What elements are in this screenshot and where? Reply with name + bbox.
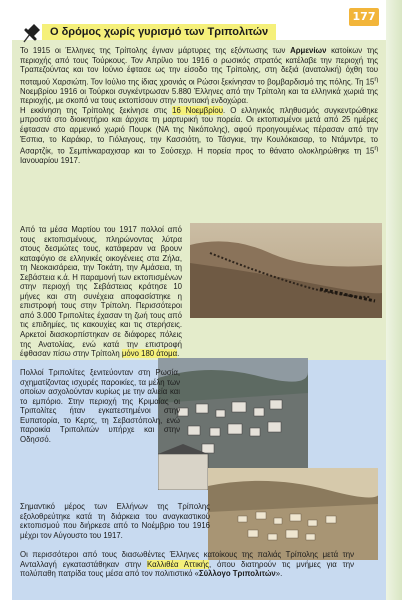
highlighted-date: 16 Νοεμβρίου	[172, 105, 223, 115]
text-run: . Ο ελληνικός πληθυσμός συγκεντρώθηκε μπροστά στο διοικητήριο και άρχισε τη μαρτυρική του πορεία. Οι εκτοπισμένοι μετά από 25 ημέρες έφτασαν στο αρμενικό χωριό Πουρκ (ΝΑ της Νικόπολης), αφού προηγουμένως πέρασαν από την Έσπια, το Καράκιρ, το Γιόλαγους, την Κασσιότη, το Τάσγκιε, την Κουλόκαισαρ, το Ντάμντρε, το Ασαρτζίκ, το Σεμπίνκαραχισαρ και το Σούσεχρ. Η πορεία προς το θάνατο ολοκληρώθηκε τη 15	[20, 105, 378, 156]
paragraph-1	[20, 46, 378, 166]
paragraph-4: Σημαντικό μέρος των Ελλήνων της Τρίπολης εξολοθρεύτηκε κατά τη διάρκεια του αναγκαστικού εκτοπισμού που διήρκεσε από το Νοέμβριο του 1916 μέχρι τον Αύγουστο του 1917.	[20, 502, 210, 540]
section-title: Ο δρόμος χωρίς γυρισμό των Τριπολιτών	[42, 24, 276, 40]
text-run: .	[177, 349, 180, 359]
old-tripoli-photo	[208, 468, 378, 560]
text-run: Το 1915 οι Έλληνες της Τρίπολης έγιναν μάρτυρες της εξόντωσης των	[20, 46, 291, 55]
text-run: , όπου διατηρούν τις μνήμες για την πολύπαθη πατρίδα τους μέσα από τον πολιτιστικό «	[20, 559, 354, 579]
text-run-bold: Σύλλογο Τριπολιτών	[198, 569, 276, 579]
pushpin-icon	[17, 22, 43, 46]
text-run: Η εκκίνηση της Τρίπολης ξεκίνησε στις	[20, 105, 173, 115]
superscript: η	[374, 145, 378, 153]
superscript: η	[374, 75, 378, 83]
highlighted-place: Καλλιθέα Αττικής	[146, 559, 209, 569]
text-run: Από τα μέσα Μαρτίου του 1917 πολλοί από τους εκτοπισμένους, πληρώνοντας λύτρα στους δεσμώτες τους, κατάφεραν να βρουν καταφύγιο σε ελληνικές οικογένειες στα Ζήλα, τη Νεοκαισάρεια, την Τοκάτη, την Αμάσεια, τη Σεβάστεια κ.ά. Η παραμονή των εκτοπισμένων στην περιοχή της Σεβάστειας κράτησε 10 μήνες και στη συνέχεια αποφασίστηκε η επιστροφή τους στην Τρίπολη. Περισσότεροι από 3.000 Τριπολίτες έχασαν τη ζωή τους από τις επιδημίες, τις κακουχίες και τις στερήσεις. Αρκετοί διασκορπίστηκαν σε διάφορες πόλεις της Ανατολίας, ενώ κατά την επιστροφή έφθασαν πίσω στην Τρίπολη	[20, 225, 182, 359]
highlighted-count: μόνο 180 άτομα	[121, 349, 178, 359]
page-edge	[386, 0, 402, 600]
text-run: ».	[275, 569, 283, 579]
deportation-march-photo	[190, 223, 382, 318]
paragraph-2	[20, 225, 182, 359]
text-run: Οι περισσότεροι από τους διασωθέντες Έλληνες κατοίκους της παλιάς Τρίπολης μετά την Ανταλλαγή εγκαταστάθηκαν στην	[20, 550, 354, 569]
text-run: Νοεμβρίου 1916 οι Τούρκοι συγκέντρωσαν 5.880 Έλληνες από την Τρίπολη και τα ελληνικά χωριά της περιοχής, με σκοπό να τους εκτοπίσουν στην ποντιακή ενδοχώρα.	[20, 86, 378, 106]
text-run-bold: Αρμενίων	[290, 46, 327, 55]
page-number: 177	[349, 8, 379, 26]
text-run: Ιανουαρίου 1917.	[20, 156, 81, 166]
paragraph-3: Πολλοί Τριπολίτες ξενιτεύονταν στη Ρωσία, σχηματίζοντας ισχυρές παροικίες, τα μέλη των οποίων ασχολούνταν κυρίως με την αλιεία και το εμπόριο. Στην περιοχή της Κριμαίας οι Τριπολίτες ήταν εγκατεστημένοι στην Ευπατορία, το Κερτς, τη Σεβαστόπολη, ενώ παροικία Τριπολιτών υπήρχε και στην Οδησσό.	[20, 368, 180, 444]
text-run: κατοίκων της περιοχής από τους Τούρκους. Τον Απρίλιο του 1916 ο ρωσικός στρατός κατέλαβε την περιοχή της Τραπεζούντας και τον Ιούνιο έφτασε ως την είσοδο της Τρίπολης, στη δεξιά (ανατολική) όχθη του ποταμού Χαρσιώτη. Τον Ιούλιο της ίδιας χρονιάς οι Ρώσοι ξεκίνησαν το βομβαρδισμό της πόλης. Τη 15	[20, 46, 379, 87]
paragraph-5	[20, 550, 354, 579]
